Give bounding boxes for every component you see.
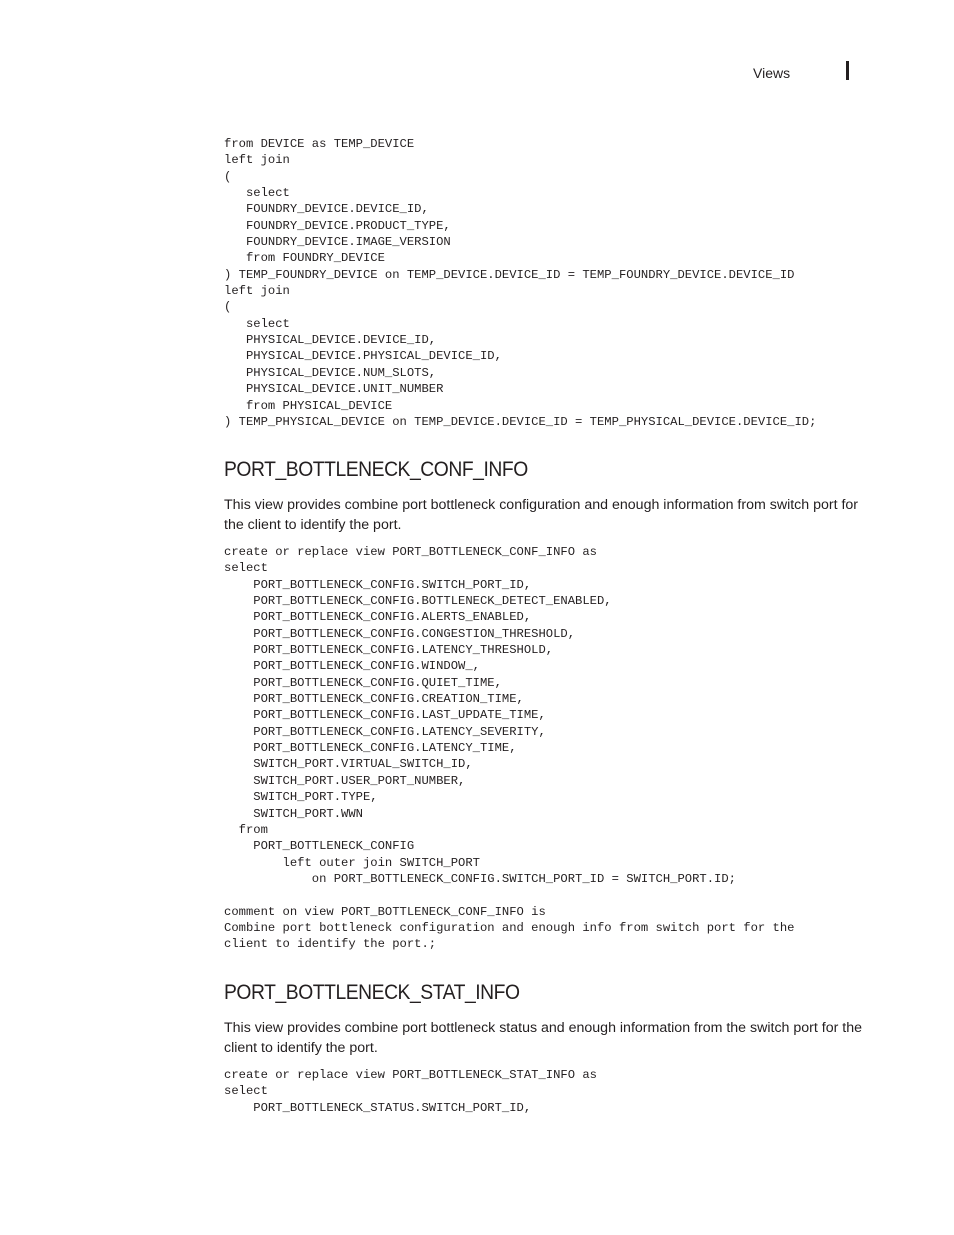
running-header-bar [846, 61, 849, 80]
code-block-conf-info-view: create or replace view PORT_BOTTLENECK_CONF_INFO as select PORT_BOTTLENECK_CONFIG.SWITCH_PORT_ID, PORT_BOTTLENECK_CONFIG.BOTTLENECK_DETECT_ENABLED, PORT_BOTTLENECK_CONFIG.ALERTS_ENABLED, PORT_BOTTLENECK_CONFIG.CONGESTION_THRESHOLD, PORT_BOTTLENECK_CONFIG.LATENCY_THRESHOLD, PORT_BOTTLENECK_CONFIG.WINDOW_, PORT_BOTTLENECK_CONFIG.QUIET_TIME, PORT_BOTTLENECK_CONFIG.CREATION_TIME, PORT_BOTTLENECK_CONFIG.LAST_UPDATE_TIME, PORT_BOTTLENECK_CONFIG.LATENCY_SEVERITY, PORT_BOTTLENECK_CONFIG.LATENCY_TIME, SWITCH_PORT.VIRTUAL_SWITCH_ID, SWITCH_PORT.USER_PORT_NUMBER, SWITCH_PORT.TYPE, SWITCH_PORT.WWN from PORT_BOTTLENECK_CONFIG left outer join SWITCH_PORT on PORT_BOTTLENECK_CONFIG.SWITCH_PORT_ID = SWITCH_PORT.ID; comment on view PORT_BOTTLENECK_CONF_INFO is Combine port bottleneck configuration and enough info from switch port for the client to identify the port.; [224, 545, 795, 952]
running-header-section-label: Views [753, 65, 791, 81]
section-description-stat-info: This view provides combine port bottleneck status and enough information from the switch port for the client to identify the port. [224, 1020, 862, 1056]
code-block-device-joins: from DEVICE as TEMP_DEVICE left join ( select FOUNDRY_DEVICE.DEVICE_ID, FOUNDRY_DEVICE.PRODUCT_TYPE, FOUNDRY_DEVICE.IMAGE_VERSION from FOUNDRY_DEVICE ) TEMP_FOUNDRY_DEVICE on TEMP_DEVICE.DEVICE_ID = TEMP_FOUNDRY_DEVICE.DEVICE_ID left join ( select PHYSICAL_DEVICE.DEVICE_ID, PHYSICAL_DEVICE.PHYSICAL_DEVICE_ID, PHYSICAL_DEVICE.NUM_SLOTS, PHYSICAL_DEVICE.UNIT_NUMBER from PHYSICAL_DEVICE ) TEMP_PHYSICAL_DEVICE on TEMP_DEVICE.DEVICE_ID = TEMP_PHYSICAL_DEVICE.DEVICE_ID; [224, 137, 817, 429]
section-title-port-bottleneck-conf-info: PORT_BOTTLENECK_CONF_INFO [224, 458, 528, 481]
section-title-port-bottleneck-stat-info: PORT_BOTTLENECK_STAT_INFO [224, 981, 520, 1004]
section-description-conf-info: This view provides combine port bottleneck configuration and enough information from switch port for the client to identify the port. [224, 497, 859, 533]
code-block-stat-info-view: create or replace view PORT_BOTTLENECK_STAT_INFO as select PORT_BOTTLENECK_STATUS.SWITCH_PORT_ID, [224, 1068, 597, 1115]
